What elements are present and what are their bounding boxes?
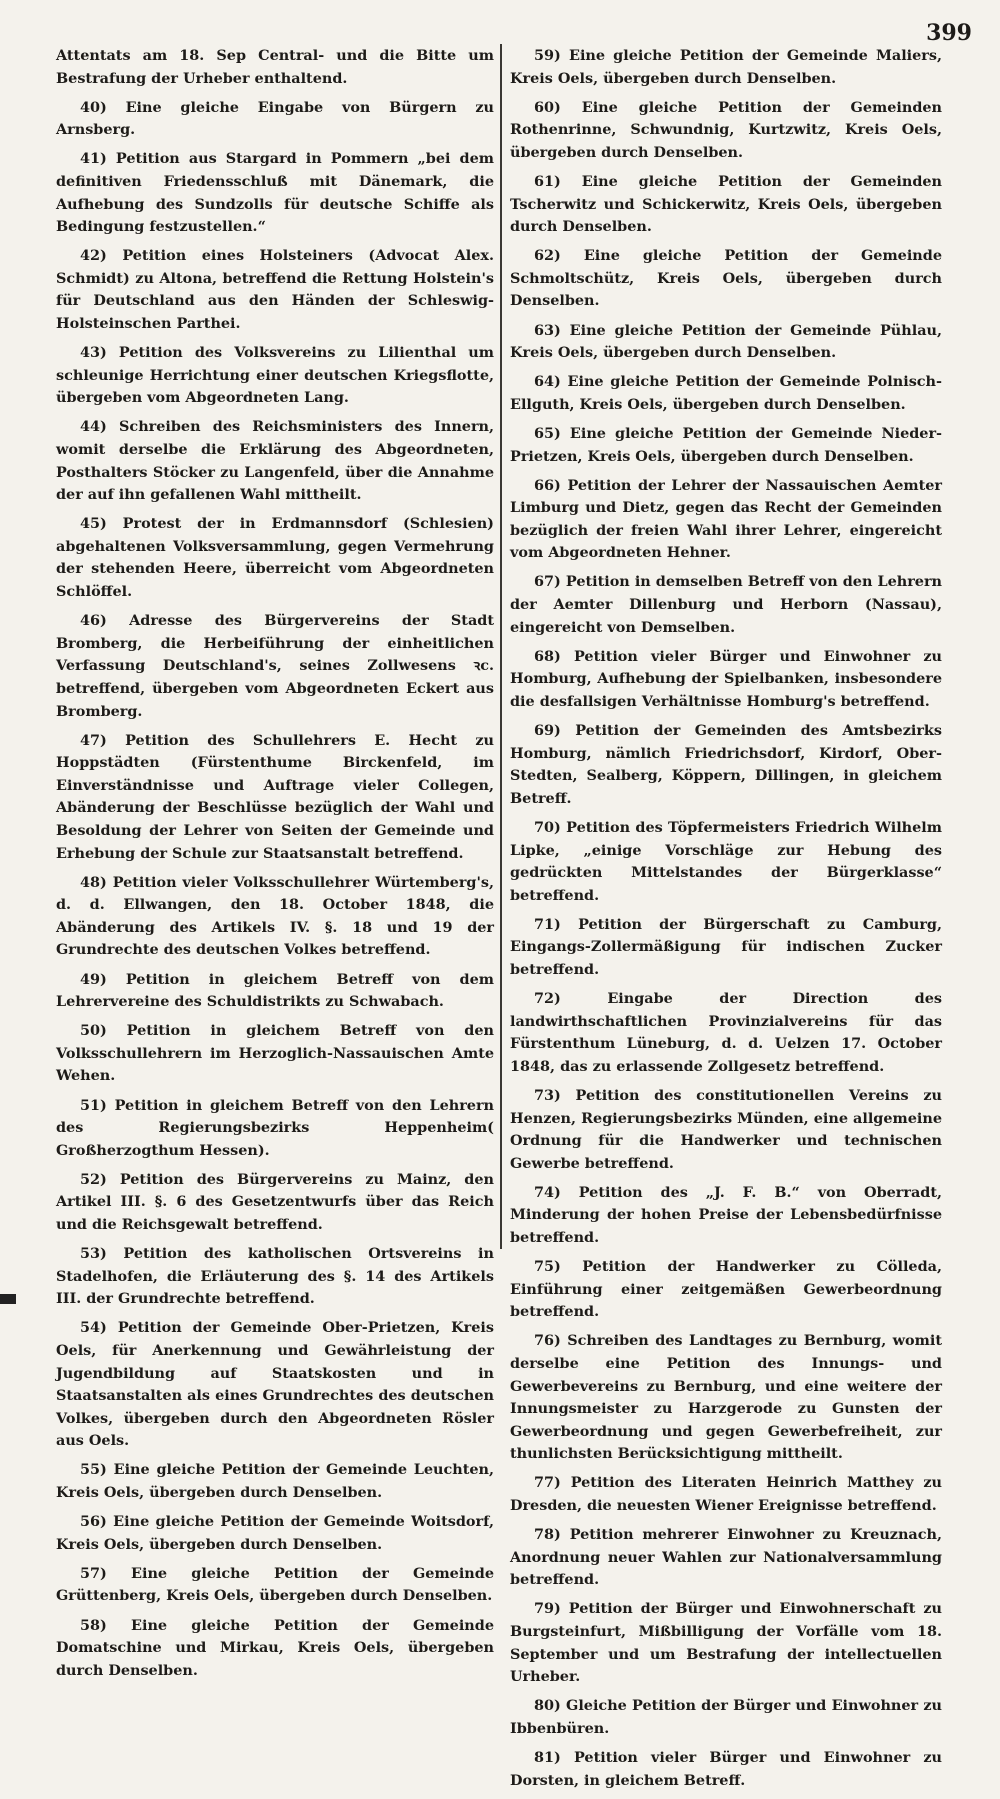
paragraph: 60) Eine gleiche Petition der Gemeinden Rothenrinne, Schwundnig, Kurtzwitz, Kreis Oels, übergeben durch Denselben.	[510, 98, 942, 161]
column-divider	[500, 44, 502, 1249]
paragraph: 71) Petition der Bürgerschaft zu Camburg, Eingangs-Zollermäßigung für indischen Zucker betreffend.	[510, 915, 942, 978]
paragraph: 78) Petition mehrerer Einwohner zu Kreuznach, Anordnung neuer Wahlen zur Nationalversammlung betreffend.	[510, 1526, 942, 1589]
paragraph: 75) Petition der Handwerker zu Cölleda, Einführung einer zeitgemäßen Gewerbeordnung betreffend.	[510, 1258, 942, 1321]
scan-artifact	[0, 1294, 16, 1304]
paragraph: 47) Petition des Schullehrers E. Hecht zu Hoppstädten (Fürstenthume Birckenfeld, im Einverständnisse und Auftrage vieler Collegen, Abänderung der Beschlüsse bezüglich der Wahl und Besoldung der Lehrer von Seiten der Gemeinde und Erhebung der Schule zur Staatsanstalt betreffend.	[56, 731, 494, 862]
page-number: 399	[926, 20, 972, 46]
paragraph: 57) Eine gleiche Petition der Gemeinde Grüttenberg, Kreis Oels, übergeben durch Denselben.	[56, 1564, 494, 1605]
paragraph: 69) Petition der Gemeinden des Amtsbezirks Homburg, nämlich Friedrichsdorf, Kirdorf, Ober-Stedten, Sealberg, Köppern, Dillingen, in gleichem Betreff.	[510, 722, 942, 807]
paragraph: 66) Petition der Lehrer der Nassauischen Aemter Limburg und Dietz, gegen das Recht der Gemeinden bezüglich der freien Wahl ihrer Lehrer, eingereicht vom Abgeordneten Hehner.	[510, 476, 942, 562]
paragraph: 43) Petition des Volksvereins zu Lilienthal um schleunige Herrichtung einer deutschen Kriegsflotte, übergeben vom Abgeordneten Lang.	[56, 344, 494, 407]
paragraph: 67) Petition in demselben Betreff von den Lehrern der Aemter Dillenburg und Herborn (Nassau), eingereicht von Demselben.	[510, 573, 942, 636]
paragraph: 52) Petition des Bürgervereins zu Mainz, den Artikel III. §. 6 des Gesetzentwurfs über das Reich und die Reichsgewalt betreffend.	[56, 1170, 494, 1233]
paragraph: 53) Petition des katholischen Ortsvereins in Stadelhofen, die Erläuterung des §. 14 des Artikels III. der Grundrechte betreffend.	[56, 1245, 494, 1308]
paragraph: 40) Eine gleiche Eingabe von Bürgern zu Arnsberg.	[56, 98, 494, 139]
paragraph: 62) Eine gleiche Petition der Gemeinde Schmoltschütz, Kreis Oels, übergeben durch Denselben.	[510, 247, 942, 310]
paragraph: 64) Eine gleiche Petition der Gemeinde Polnisch-Ellguth, Kreis Oels, übergeben durch Denselben.	[510, 373, 942, 413]
paragraph: 45) Protest der in Erdmannsdorf (Schlesien) abgehaltenen Volksversammlung, gegen Vermehrung der stehenden Heere, überreicht vom Abgeordneten Schlöffel.	[56, 515, 494, 601]
paragraph: 56) Eine gleiche Petition der Gemeinde Woitsdorf, Kreis Oels, übergeben durch Denselben.	[56, 1513, 494, 1553]
paragraph: 76) Schreiben des Landtages zu Bernburg, womit derselbe eine Petition des Innungs- und Gewerbevereins zu Bernburg, und eine weitere der Innungsmeister zu Harzgerode zu Gunsten der Gewerbeordnung und gegen Gewerbefreiheit, zur thunlichsten Berücksichtigung mittheilt.	[510, 1332, 942, 1463]
paragraph: 48) Petition vieler Volksschullehrer Würtemberg's, d. d. Ellwangen, den 18. October 1848, die Abänderung des Artikels IV. §. 18 und 19 der Grundrechte des deutschen Volkes betreffend.	[56, 873, 494, 959]
paragraph: 81) Petition vieler Bürger und Einwohner zu Dorsten, in gleichem Betreff.	[510, 1748, 942, 1789]
paragraph: 68) Petition vieler Bürger und Einwohner zu Homburg, Aufhebung der Spielbanken, insbesondere die desfallsigen Verhältnisse Homburg's betreffend.	[510, 647, 942, 710]
paragraph: 70) Petition des Töpfermeisters Friedrich Wilhelm Lipke, „einige Vorschläge zur Hebung des gedrückten Mittelstandes der Bürgerklasse“ betreffend.	[510, 818, 942, 904]
paragraph: 72) Eingabe der Direction des landwirthschaftlichen Provinzialvereins für das Fürstenthum Lüneburg, d. d. Uelzen 17. October 1848, das zu erlassende Zollgesetz betreffend.	[510, 990, 942, 1075]
paragraph: 80) Gleiche Petition der Bürger und Einwohner zu Ibbenbüren.	[510, 1697, 942, 1737]
paragraph: 65) Eine gleiche Petition der Gemeinde Nieder-Prietzen, Kreis Oels, übergeben durch Denselben.	[510, 424, 942, 465]
paragraph: 41) Petition aus Stargard in Pommern „bei dem definitiven Friedensschluß mit Dänemark, die Aufhebung des Sundzolls für deutsche Schiffe als Bedingung festzustellen.“	[56, 150, 494, 236]
paragraph: 58) Eine gleiche Petition der Gemeinde Domatschine und Mirkau, Kreis Oels, übergeben durch Denselben.	[56, 1616, 494, 1679]
paragraph: 61) Eine gleiche Petition der Gemeinden Tscherwitz und Schickerwitz, Kreis Oels, übergeben durch Denselben.	[510, 172, 942, 236]
paragraph: 42) Petition eines Holsteiners (Advocat Alex. Schmidt) zu Altona, betreffend die Rettung Holstein's für Deutschland aus den Händen der Schleswig-Holsteinschen Parthei.	[56, 247, 494, 333]
paragraph: 77) Petition des Literaten Heinrich Matthey zu Dresden, die neuesten Wiener Ereignisse betreffend.	[510, 1474, 942, 1515]
paragraph: 49) Petition in gleichem Betreff von dem Lehrervereine des Schuldistrikts zu Schwabach.	[56, 970, 494, 1011]
right-column	[510, 45, 942, 1799]
paragraph: 44) Schreiben des Reichsministers des Innern, womit derselbe die Erklärung des Abgeordneten, Posthalters Stöcker zu Langenfeld, über die Annahme der auf ihn gefallenen Wahl mittheilt.	[56, 418, 494, 504]
paragraph: Attentats am 18. Sep Central- und die Bitte um Bestrafung der Urheber enthaltend.	[56, 47, 494, 87]
paragraph: 46) Adresse des Bürgervereins der Stadt Bromberg, die Herbeiführung der einheitlichen Verfassung Deutschland's, seines Zollwesens ꝛc. betreffend, übergeben vom Abgeordneten Eckert aus Bromberg.	[56, 612, 494, 720]
paragraph: 59) Eine gleiche Petition der Gemeinde Maliers, Kreis Oels, übergeben durch Denselben.	[510, 47, 942, 87]
paragraph: 54) Petition der Gemeinde Ober-Prietzen, Kreis Oels, für Anerkennung und Gewährleistung der Jugendbildung auf Staatskosten und in Staatsanstalten als eines Grundrechtes des deutschen Volkes, übergeben durch den Abgeordneten Rösler aus Oels.	[56, 1319, 494, 1450]
paragraph: 50) Petition in gleichem Betreff von den Volksschullehrern im Herzoglich-Nassauischen Amte Wehen.	[56, 1022, 494, 1085]
paragraph: 63) Eine gleiche Petition der Gemeinde Pühlau, Kreis Oels, übergeben durch Denselben.	[510, 321, 942, 362]
paragraph: 74) Petition des „J. F. B.“ von Oberradt, Minderung der hohen Preise der Lebensbedürfnisse betreffend.	[510, 1183, 942, 1246]
paragraph: 79) Petition der Bürger und Einwohnerschaft zu Burgsteinfurt, Mißbilligung der Vorfälle vom 18. September und um Bestrafung der intellectuellen Urheber.	[510, 1600, 942, 1686]
paragraph: 51) Petition in gleichem Betreff von den Lehrern des Regierungsbezirks Heppenheim( Großherzogthum Hessen).	[56, 1096, 494, 1159]
paragraph: 73) Petition des constitutionellen Vereins zu Henzen, Regierungsbezirks Münden, eine allgemeine Ordnung für die Handwerker und technischen Gewerbe betreffend.	[510, 1086, 942, 1172]
left-column	[56, 45, 494, 1689]
paragraph: 55) Eine gleiche Petition der Gemeinde Leuchten, Kreis Oels, übergeben durch Denselben.	[56, 1461, 494, 1502]
